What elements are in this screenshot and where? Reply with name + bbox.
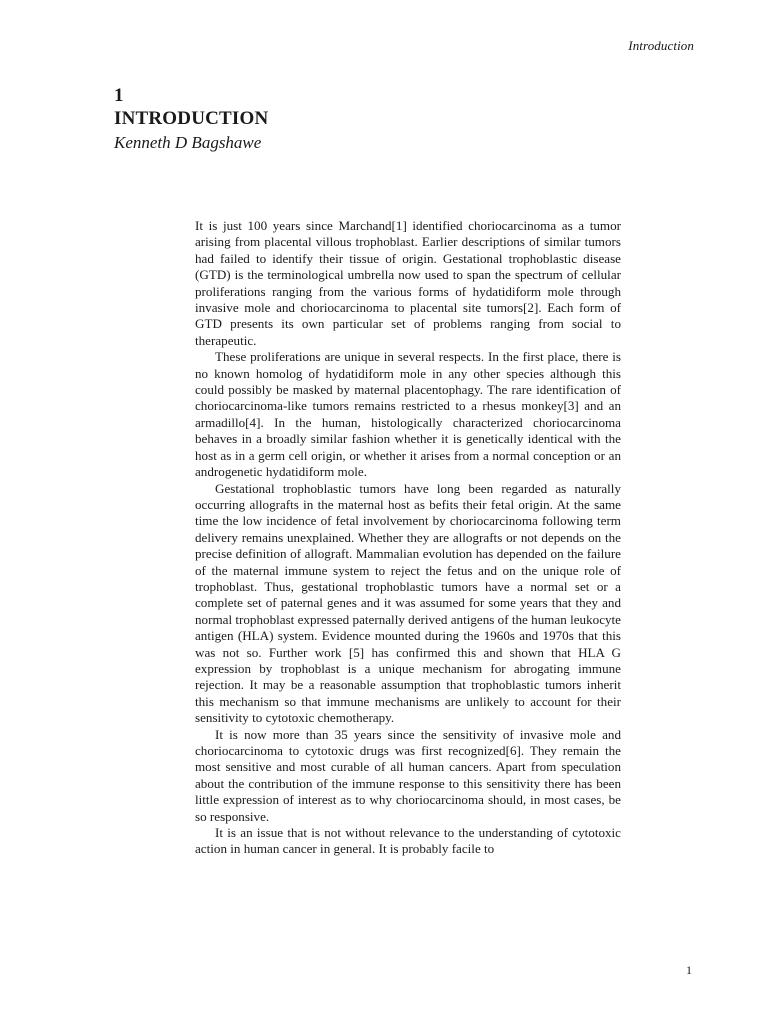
paragraph-4: It is now more than 35 years since the sensitivity of invasive mole and choriocarcinoma to cytotoxic drugs was first recognized[6]. They remain the most sensitive and most curable of all human cancers. Apart from speculation about the contribution of the immune response to this sensitivity there has been little expression of interest as to why choriocarcinoma should, in most cases, be so responsive. [195,726,621,824]
paragraph-2: These proliferations are unique in several respects. In the first place, there is no known homolog of hydatidiform mole in any other species although this could possibly be masked by maternal placentophagy. The rare identification of choriocarcinoma-like tumors remains restricted to a rhesus monkey[3] and an armadillo[4]. In the human, histologically characterized choriocarcinoma behaves in a broadly similar fashion whether it is genetically identical with the host as in a germ cell origin, or whether it arises from a normal conception or an androgenetic hydatidiform mole. [195,349,621,480]
paragraph-1: It is just 100 years since Marchand[1] identified choriocarcinoma as a tumor arising from placental villous trophoblast. Earlier descriptions of similar tumors had failed to identify their tissue of origin. Gestational trophoblastic disease (GTD) is the terminological umbrella now used to span the spectrum of cellular proliferations ranging from the various forms of hydatidiform mole through invasive mole and choriocarcinoma to placental site tumors[2]. Each form of GTD presents its own particular set of problems ranging from social to therapeutic. [195,218,621,348]
chapter-author: Kenneth D Bagshawe [114,133,262,152]
chapter-number: 1 [114,85,124,106]
paragraph-5: It is an issue that is not without relevance to the understanding of cytotoxic action in human cancer in general. It is probably facile to [195,825,621,857]
paragraph-3: Gestational trophoblastic tumors have long been regarded as naturally occurring allografts in the maternal host as befits their fetal origin. At the same time the low incidence of fetal involvement by choriocarcinoma following term delivery remains unexplained. Whether they are allografts or not depends on the precise definition of allograft. Mammalian evolution has depended on the failure of the maternal immune system to reject the fetus and on the unique role of trophoblast. Thus, gestational trophoblastic tumors have a normal set or a complete set of paternal genes and it was assumed for some years that they and normal trophoblast expressed paternally derived antigens of the human leukocyte antigen (HLA) system. Evidence mounted during the 1960s and 1970s that this was not so. Further work [5] has confirmed this and shown that HLA G expression by trophoblast is a unique mechanism for abrogating immune rejection. It may be a reasonable assumption that trophoblastic tumors inherit this mechanism so that immune mechanisms are unlikely to account for their sensitivity to cytotoxic chemotherapy. [195,480,621,726]
body-text [195,218,621,858]
running-head: Introduction [628,38,694,53]
page-number: 1 [686,963,692,977]
chapter-title: INTRODUCTION [114,108,269,129]
